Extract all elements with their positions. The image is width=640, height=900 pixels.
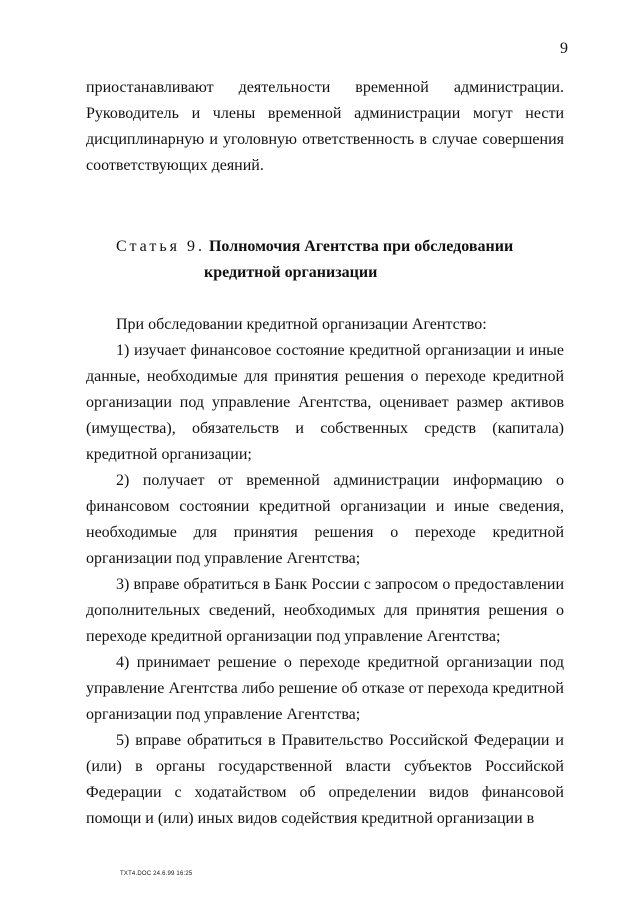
intro-section: [86, 75, 564, 179]
footer-file-stamp: TXT4.DOC 24.6.99 16:25: [120, 871, 193, 877]
article-title-line1: Полномочия Агентства при обследовании: [208, 238, 514, 255]
article-title-line2: кредитной организации: [204, 264, 378, 281]
list-item: 3) вправе обратиться в Банк России с запросом о предоставлении дополнительных сведений, необходимых для принятия решения о переходе кредитной организации под управление Агентства;: [86, 576, 564, 645]
lead-paragraph: При обследовании кредитной организации Агентство:: [116, 316, 487, 333]
list-item: 1) изучает финансовое состояние кредитной организации и иные данные, необходимые для принятия решения о переходе кредитной организации под управление Агентства, оценивает размер активов (имущества), обязательств и собственных средств (капитала) кредитной организации;: [86, 342, 564, 463]
intro-paragraph: приостанавливают деятельности временной администрации. Руководитель и члены временной администрации могут нести дисциплинарную и уголовную ответственность в случае совершения соответствующих деяний.: [86, 79, 564, 174]
list-item: 5) вправе обратиться в Правительство Российской Федерации и (или) в органы государственной власти субъектов Российской Федерации с ходатайством об определении видов финансовой помощи и (или) иных видов содействия кредитной организации в: [86, 732, 564, 827]
page-number: 9: [560, 40, 568, 57]
article-body: [86, 312, 564, 832]
article-label: Статья 9.: [116, 238, 205, 255]
list-item: 2) получает от временной администрации информацию о финансовом состоянии кредитной организации и иные сведения, необходимые для принятия решения о переходе кредитной организации под управление Агентства;: [86, 472, 564, 567]
list-item: 4) принимает решение о переходе кредитной организации под управление Агентства либо решение об отказе от перехода кредитной организации под управление Агентства;: [86, 654, 564, 723]
article-heading: [116, 234, 564, 286]
